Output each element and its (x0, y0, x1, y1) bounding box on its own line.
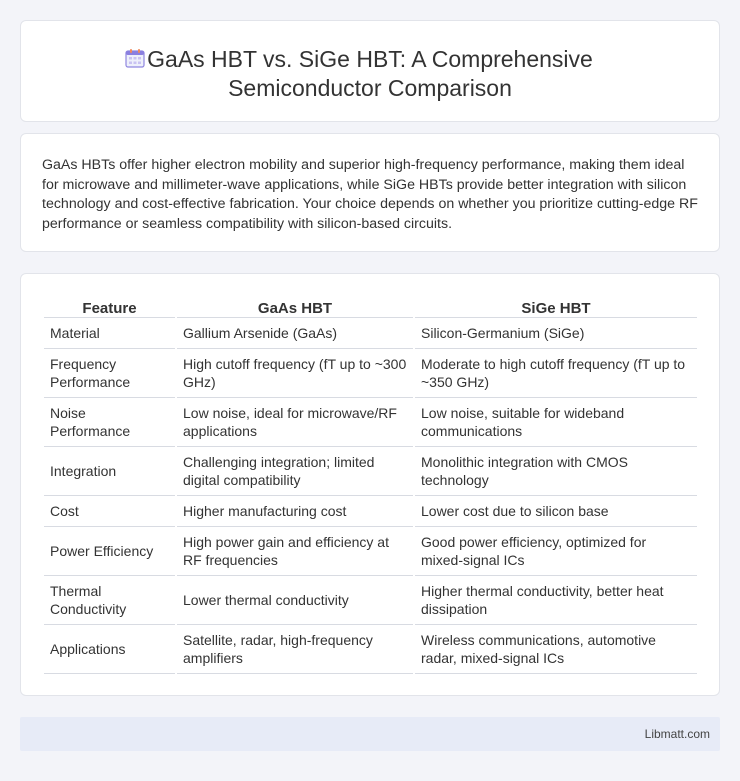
table-cell-sige: Moderate to high cutoff frequency (fT up to ~350 GHz) (415, 349, 697, 398)
table-cell-gaas: High power gain and efficiency at RF frequencies (177, 527, 413, 576)
table-row (44, 349, 697, 398)
table-row (44, 447, 697, 496)
table-row (44, 318, 697, 349)
table-row (44, 398, 697, 447)
table-header-row (44, 296, 697, 318)
page-title-line-1: GaAs HBT vs. SiGe HBT: A Comprehensive (147, 46, 593, 72)
page-title (21, 45, 719, 103)
table-cell-feature: Noise Performance (44, 398, 175, 447)
table-cell-gaas: Gallium Arsenide (GaAs) (177, 318, 413, 349)
table-cell-feature: Cost (44, 496, 175, 527)
footer-site-link[interactable]: Libmatt.com (644, 727, 710, 741)
footer-bar (20, 717, 720, 751)
table-cell-feature: Integration (44, 447, 175, 496)
table-cell-sige: Higher thermal conductivity, better heat dissipation (415, 576, 697, 625)
table-cell-feature: Applications (44, 625, 175, 674)
table-cell-sige: Lower cost due to silicon base (415, 496, 697, 527)
header-gaas: GaAs HBT (177, 296, 413, 318)
table-cell-sige: Good power efficiency, optimized for mixed-signal ICs (415, 527, 697, 576)
comparison-table (42, 296, 699, 674)
table-cell-gaas: Satellite, radar, high-frequency amplifiers (177, 625, 413, 674)
table-row (44, 625, 697, 674)
table-cell-gaas: Challenging integration; limited digital compatibility (177, 447, 413, 496)
title-card (20, 20, 720, 122)
table-cell-feature: Thermal Conductivity (44, 576, 175, 625)
comparison-card (20, 273, 720, 696)
table-cell-sige: Silicon-Germanium (SiGe) (415, 318, 697, 349)
table-cell-gaas: High cutoff frequency (fT up to ~300 GHz) (177, 349, 413, 398)
table-cell-gaas: Low noise, ideal for microwave/RF applications (177, 398, 413, 447)
table-cell-gaas: Lower thermal conductivity (177, 576, 413, 625)
table-cell-sige: Monolithic integration with CMOS technology (415, 447, 697, 496)
header-feature: Feature (44, 296, 175, 318)
intro-card (20, 133, 720, 252)
table-cell-sige: Low noise, suitable for wideband communications (415, 398, 697, 447)
table-cell-feature: Material (44, 318, 175, 349)
table-row (44, 496, 697, 527)
header-sige: SiGe HBT (415, 296, 697, 318)
table-cell-gaas: Higher manufacturing cost (177, 496, 413, 527)
table-row (44, 527, 697, 576)
table-row (44, 576, 697, 625)
intro-paragraph: GaAs HBTs offer higher electron mobility and superior high-frequency performance, making them ideal for microwave and millimeter-wave applications, while SiGe HBTs provide better integration with silicon technology and cost-effective fabrication. Your choice depends on whether you prioritize cutting-edge RF performance or seamless compatibility with silicon-based circuits. (42, 157, 698, 232)
table-cell-sige: Wireless communications, automotive radar, mixed-signal ICs (415, 625, 697, 674)
table-cell-feature: Power Efficiency (44, 527, 175, 576)
table-cell-feature: Frequency Performance (44, 349, 175, 398)
page-title-line-2: Semiconductor Comparison (228, 75, 512, 101)
